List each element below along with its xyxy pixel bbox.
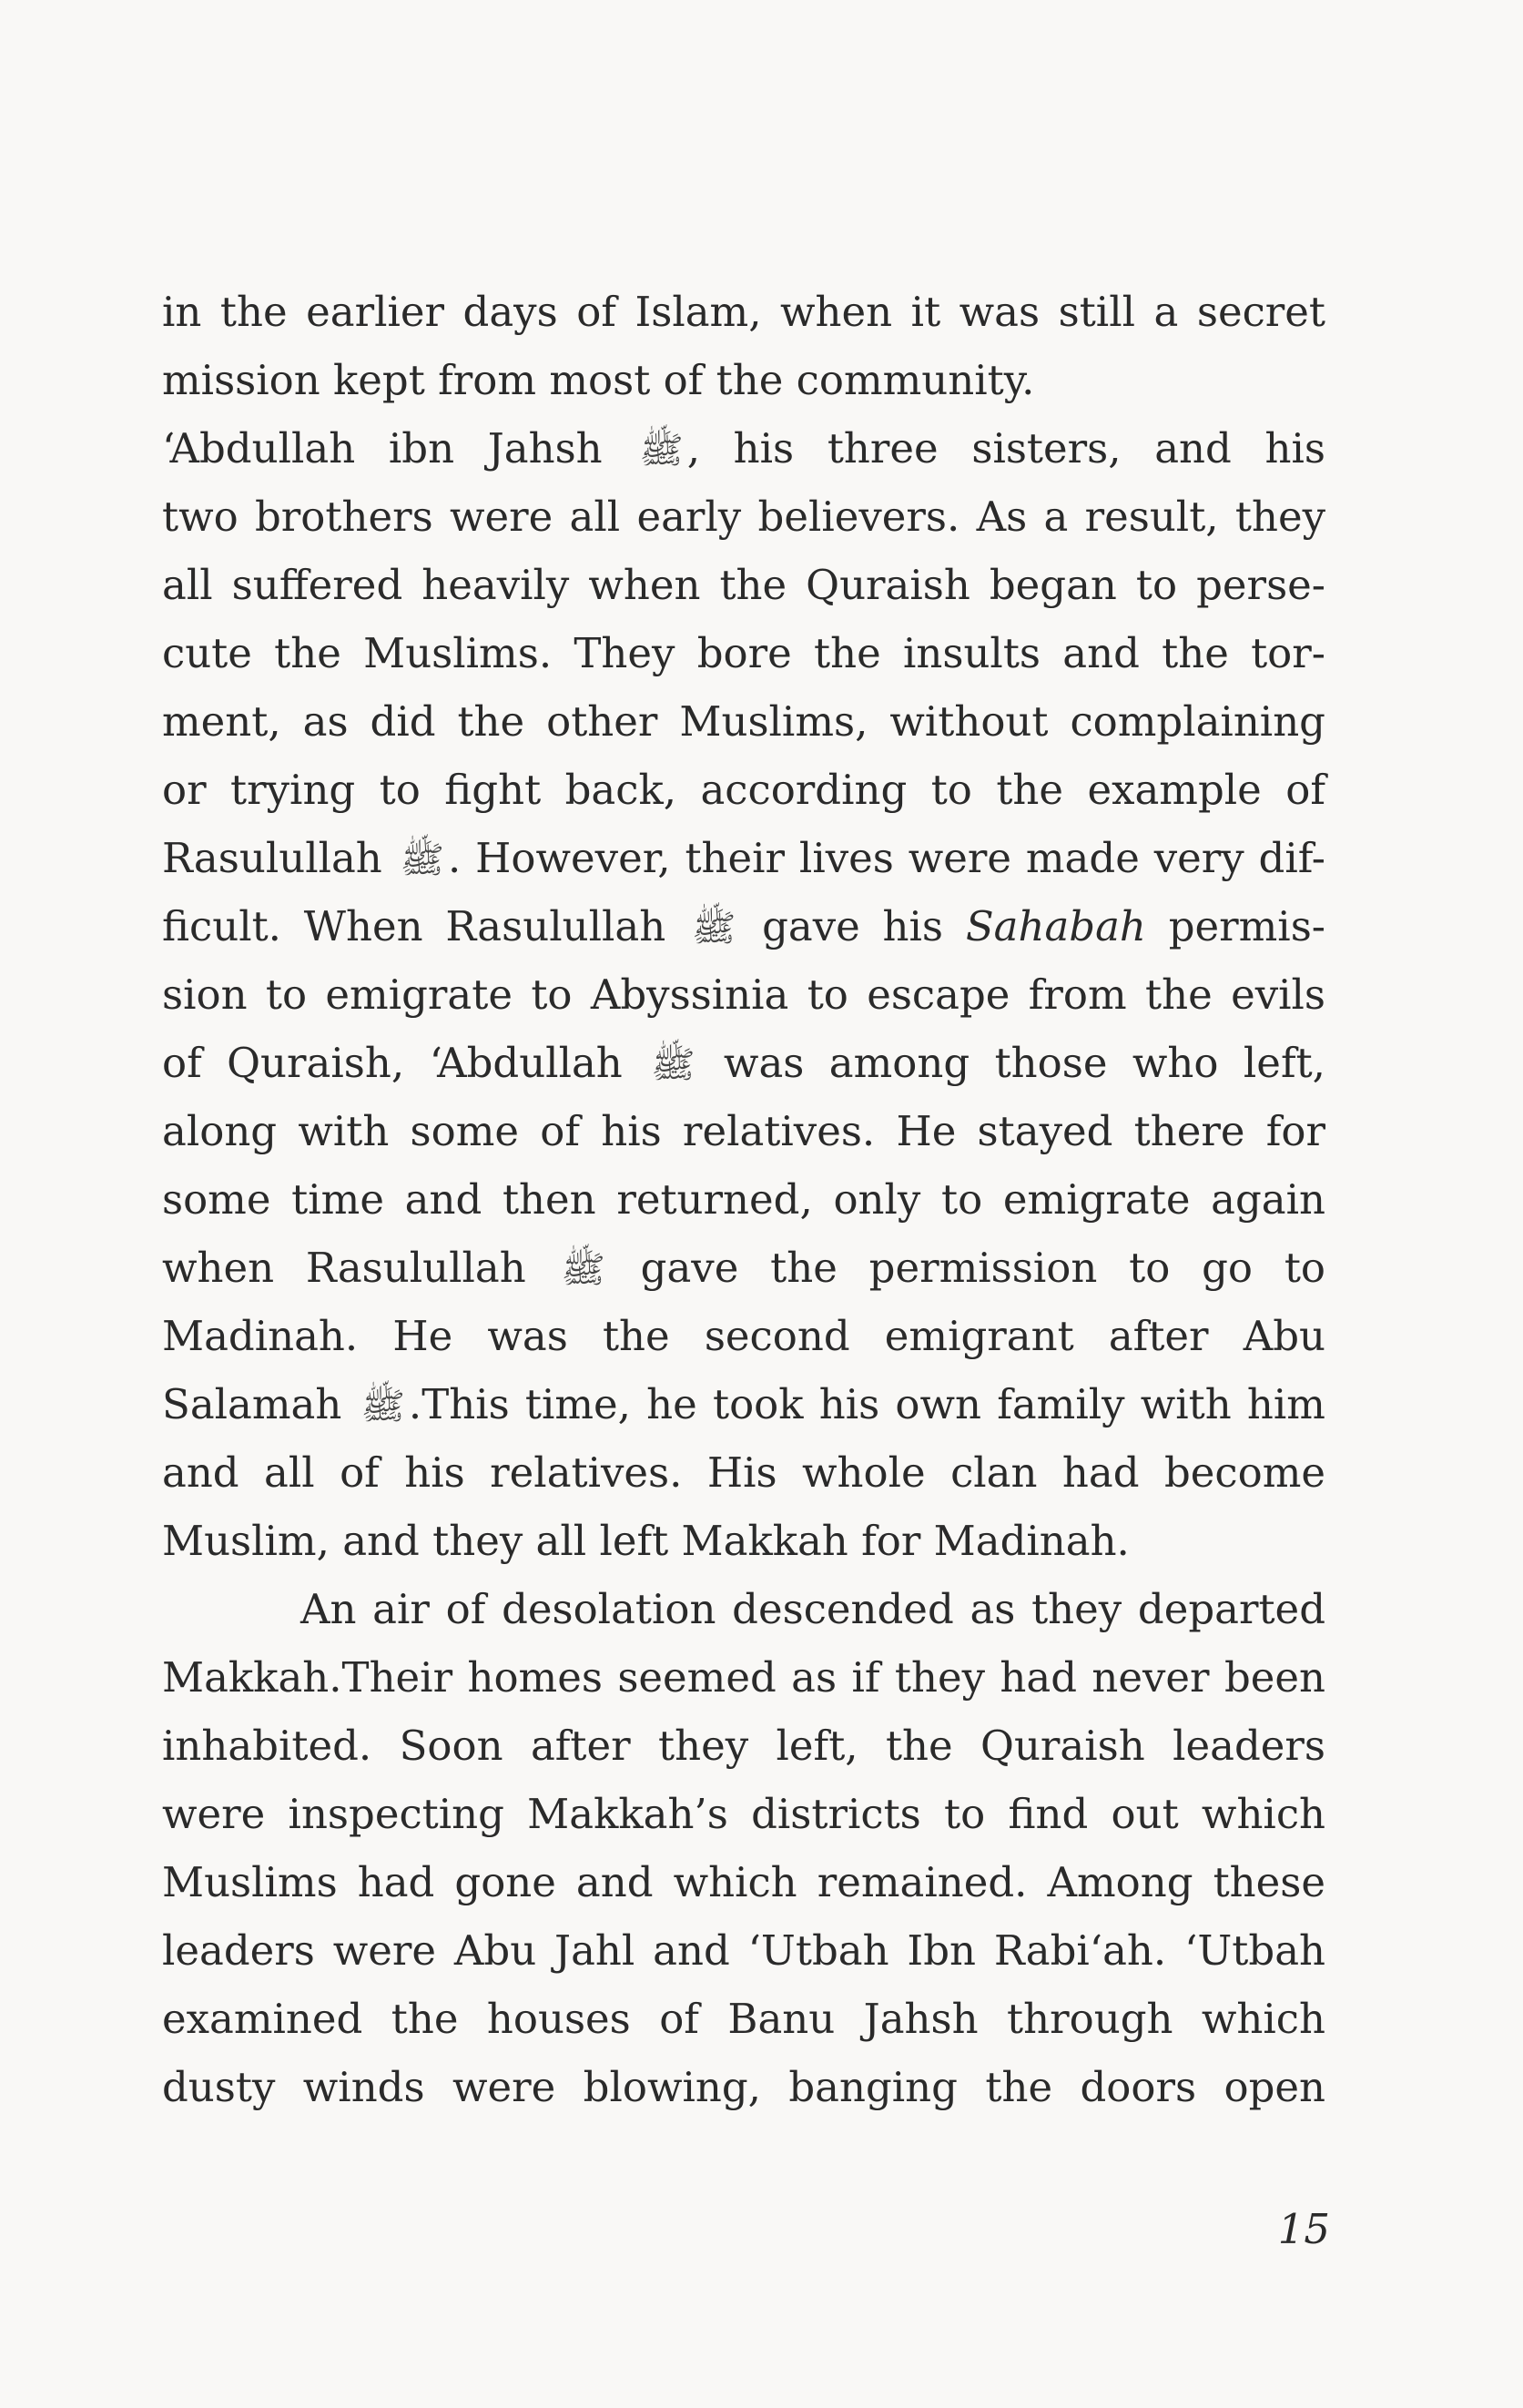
text-line: inhabited. Soon after they left, the Quraish leaders [162,1722,1325,1770]
honorific-seal-icon: ﷺ [651,1044,696,1086]
text-line: were inspecting Makkah’s districts to find out which [162,1790,1325,1838]
honorific-seal-icon: ﷺ [691,908,736,950]
text-line: some time and then returned, only to emigrate again [162,1175,1325,1224]
text-line: ‘Abdullah ibn Jahsh ﷺ, his three sisters, and his [162,414,1325,483]
text-line: ment, as did the other Muslims, without complaining [162,697,1325,746]
text-line: Salamah ﷺ.This time, he took his own family with him [162,1370,1325,1438]
text-line: two brothers were all early believers. As a result, they [162,493,1325,541]
honorific-seal-icon: ﷺ [400,839,444,881]
honorific-seal-icon: ﷺ [561,1249,605,1291]
text-line: in the earlier days of Islam, when it was still a secret [162,288,1325,336]
text-line: Muslims had gone and which remained. Among these [162,1858,1325,1906]
text-line: ficult. When Rasulullah ﷺ gave his Sahabah permis- [162,892,1325,960]
text-line: Rasulullah ﷺ. However, their lives were made very dif- [162,824,1325,892]
text-line: when Rasulullah ﷺ gave the permission to go to [162,1234,1325,1302]
text-line: and all of his relatives. His whole clan had become [162,1448,1325,1497]
body-text [162,278,1325,2121]
honorific-seal-icon: ﷺ [639,430,684,472]
text-line: examined the houses of Banu Jahsh through which [162,1995,1325,2043]
text-line: of Quraish, ‘Abdullah ﷺ was among those who left, [162,1029,1325,1097]
text-line: all suffered heavily when the Quraish began to perse- [162,561,1325,609]
text-line: along with some of his relatives. He stayed there for [162,1107,1325,1155]
text-line: An air of desolation descended as they departed [300,1585,1325,1633]
page-number: 15 [1277,2205,1330,2253]
text-line: Muslim, and they all left Makkah for Madinah. [162,1517,1130,1565]
text-line: Madinah. He was the second emigrant after Abu [162,1312,1325,1360]
text-line: or trying to fight back, according to the example of [162,766,1325,814]
text-line: Makkah.Their homes seemed as if they had never been [162,1653,1325,1702]
text-line: leaders were Abu Jahl and ‘Utbah Ibn Rabi‘ah. ‘Utbah [162,1926,1325,1975]
honorific-seal-icon: ﷺ [360,1386,405,1428]
text-line: mission kept from most of the community. [162,356,1035,404]
text-line: cute the Muslims. They bore the insults and the tor- [162,629,1325,677]
text-line: sion to emigrate to Abyssinia to escape from the evils [162,970,1325,1019]
text-line: dusty winds were blowing, banging the doors open [162,2063,1325,2111]
